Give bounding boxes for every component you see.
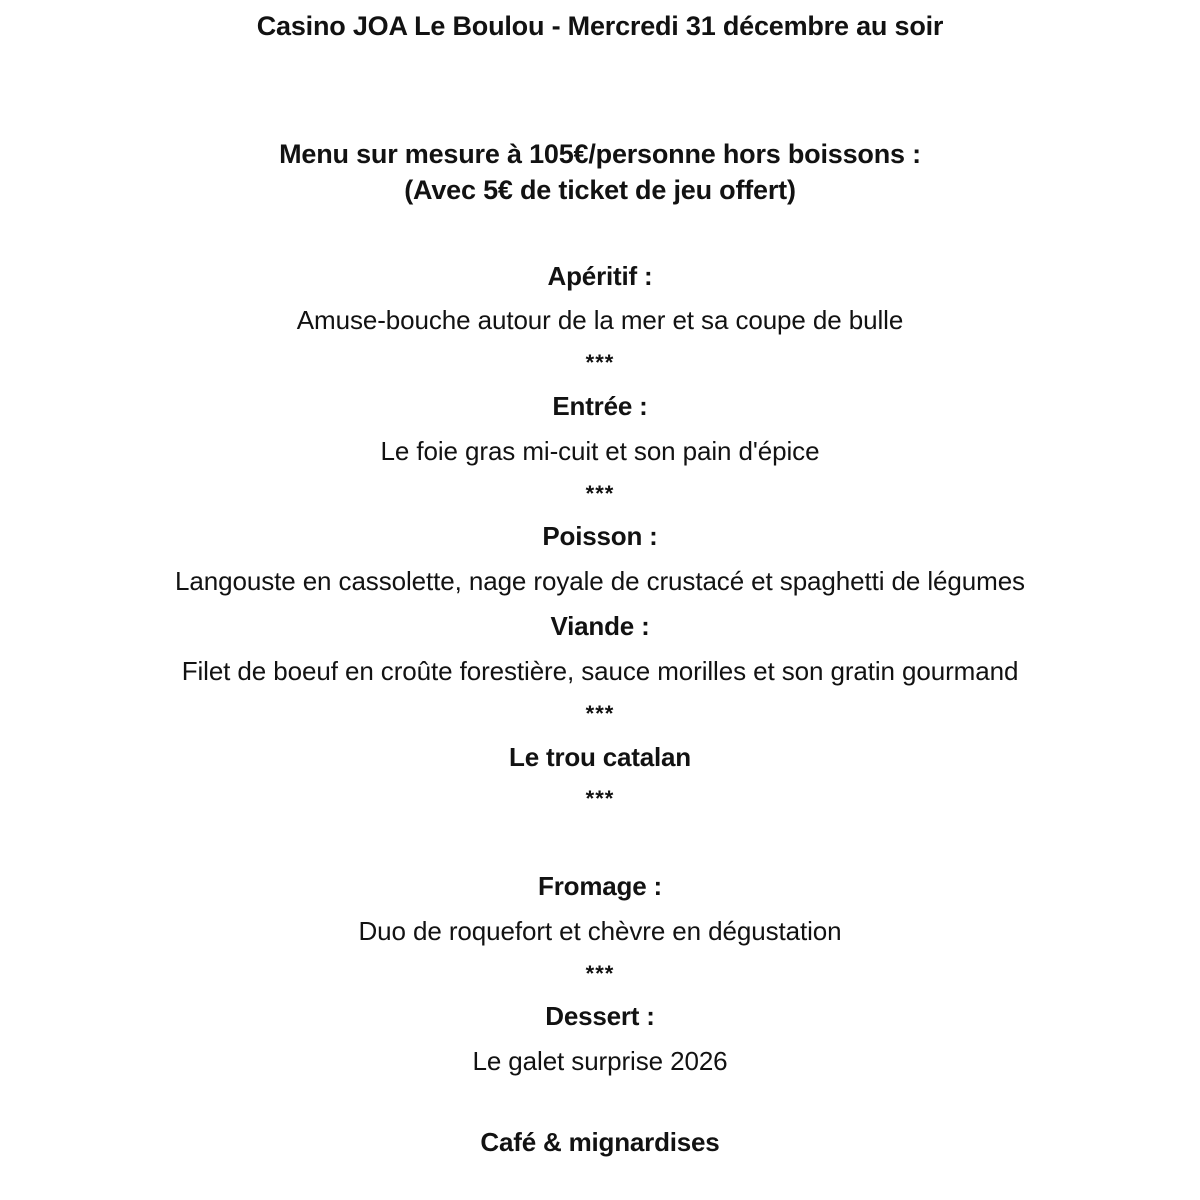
course-description: Langouste en cassolette, nage royale de crustacé et spaghetti de légumes	[175, 566, 1025, 597]
course-heading: Viande :	[550, 611, 650, 642]
course-description: Le galet surprise 2026	[472, 1046, 728, 1077]
course-description: Le foie gras mi-cuit et son pain d'épice	[380, 435, 820, 466]
price-heading: Menu sur mesure à 105€/personne hors boissons :	[279, 138, 921, 169]
closing-gap	[150, 1084, 1050, 1120]
closing-line: Café & mignardises	[480, 1127, 720, 1157]
course-aperitif	[150, 254, 1050, 384]
course-entree	[150, 384, 1050, 514]
course-separator: ***	[585, 480, 615, 506]
page-title: Casino JOA Le Boulou - Mercredi 31 décembre au soir	[256, 11, 944, 41]
course-heading: Apéritif :	[547, 260, 653, 291]
course-heading: Le trou catalan	[509, 741, 691, 772]
course-poisson	[150, 514, 1050, 604]
course-description: Amuse-bouche autour de la mer et sa coupe de bulle	[296, 305, 904, 336]
course-trou-catalan	[150, 735, 1050, 820]
course-viande	[150, 604, 1050, 734]
course-separator: ***	[585, 960, 615, 986]
price-note: (Avec 5€ de ticket de jeu offert)	[404, 175, 796, 206]
course-heading: Entrée :	[552, 391, 648, 422]
course-heading: Poisson :	[542, 521, 658, 552]
courses-spacer	[150, 209, 1050, 254]
course-separator: ***	[585, 786, 615, 812]
course-dessert	[150, 994, 1050, 1084]
course-description: Duo de roquefort et chèvre en dégustation	[358, 915, 842, 946]
fromage-gap	[150, 820, 1050, 864]
course-heading: Fromage :	[538, 870, 662, 901]
course-separator: ***	[585, 700, 615, 726]
course-description: Filet de boeuf en croûte forestière, sauce morilles et son gratin gourmand	[181, 655, 1019, 686]
price-block	[150, 136, 1050, 209]
course-heading: Dessert :	[545, 1001, 655, 1032]
title-spacer	[150, 48, 1050, 136]
course-fromage	[150, 864, 1050, 994]
course-separator: ***	[585, 350, 615, 376]
